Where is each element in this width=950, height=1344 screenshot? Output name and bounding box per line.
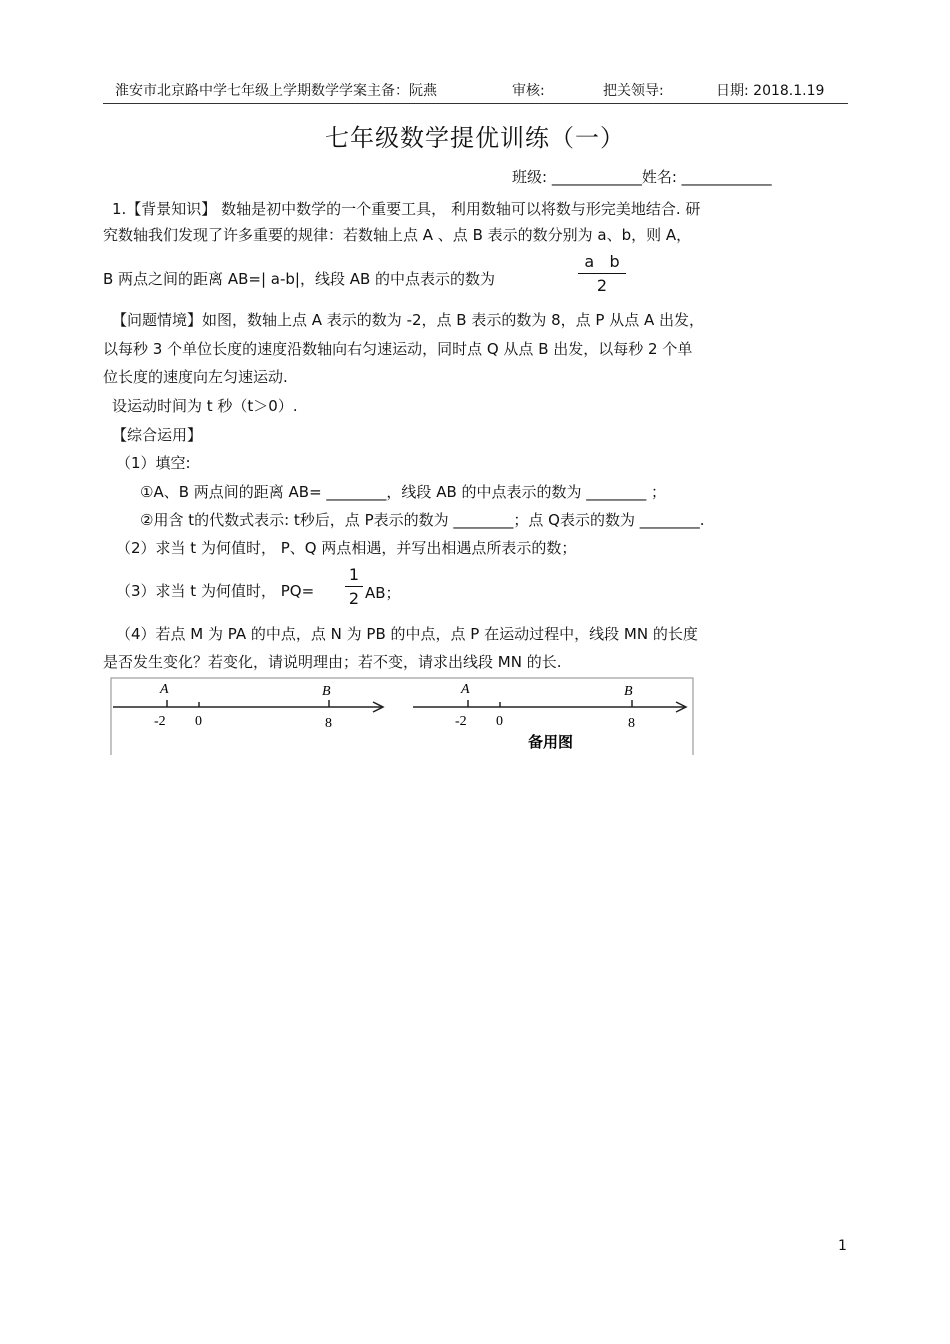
problem-situation-2: 以每秒 3 个单位长度的速度沿数轴向右匀速运动，同时点 Q 从点 B 出发，以每秒 2 个单 — [103, 340, 693, 358]
subquestion-1a: ①A、B 两点间的距离 AB= ________，线段 AB 的中点表示的数为 ________ ； — [140, 483, 667, 501]
label-a: A — [160, 682, 169, 697]
page-title: 七年级数学提优训练（一） — [325, 124, 625, 152]
header-review: 审核: — [512, 83, 545, 99]
header-leader: 把关领导: — [603, 83, 664, 99]
label-b: B — [322, 684, 331, 699]
section-application: 【综合运用】 — [112, 426, 203, 444]
half-fraction — [345, 565, 363, 608]
q1-line-1: 1.【背景知识】 数轴是初中数学的一个重要工具， 利用数轴可以将数与形完美地结合. 研 — [112, 200, 701, 218]
tick-label-b: 8 — [325, 716, 332, 731]
tick-label-a: -2 — [455, 714, 467, 729]
subquestion-3: （3）求当 t 为何值时， PQ= — [116, 582, 315, 600]
subquestion-4a: （4）若点 M 为 PA 的中点，点 N 为 PB 的中点，点 P 在运动过程中，线段 MN 的长度 — [116, 625, 698, 643]
subquestion-4b: 是否发生变化？若变化，请说明理由；若不变，请求出线段 MN 的长. — [103, 653, 562, 671]
subquestion-1b: ②用含 t的代数式表示: t秒后，点 P表示的数为 ________；点 Q表示的数为 ________. — [140, 511, 705, 529]
q1-line-3: B 两点之间的距离 AB=| a-b|，线段 AB 的中点表示的数为 — [103, 270, 496, 288]
tick-label-a: -2 — [154, 714, 166, 729]
backup-caption: 备用图 — [528, 733, 574, 751]
q1-line-2: 究数轴我们发现了许多重要的规律：若数轴上点 A 、点 B 表示的数分别为 a、b，则 A， — [103, 226, 692, 244]
tick-label-b: 8 — [628, 716, 635, 731]
number-line-backup — [413, 682, 686, 751]
label-b: B — [624, 684, 633, 699]
problem-situation-1: 【问题情境】如图，数轴上点 A 表示的数为 -2，点 B 表示的数为 8，点 P 从点 A 出发， — [112, 311, 705, 329]
header-rule — [103, 103, 848, 104]
half-bar — [345, 586, 363, 587]
midpoint-fraction — [578, 252, 626, 295]
class-name-line: 班级: ____________姓名: ____________ — [512, 168, 772, 186]
number-line-main — [113, 682, 383, 731]
tick-label-zero: 0 — [195, 714, 202, 729]
label-a: A — [461, 682, 470, 697]
tick-label-zero: 0 — [496, 714, 503, 729]
half-numerator: 1 — [348, 565, 360, 584]
header-school: 淮安市北京路中学七年级上学期数学学案主备：阮燕 — [115, 83, 437, 99]
fraction-bar — [578, 273, 626, 274]
number-line-figure — [110, 677, 695, 755]
half-denominator: 2 — [348, 589, 360, 608]
fraction-numerator: a b — [584, 252, 620, 271]
page-number: 1 — [838, 1238, 847, 1254]
header-date: 日期: 2018.1.19 — [716, 83, 825, 99]
fraction-denominator: 2 — [596, 276, 608, 295]
subquestion-2: （2）求当 t 为何值时， P、Q 两点相遇，并写出相遇点所表示的数； — [116, 539, 577, 557]
problem-situation-3: 位长度的速度向左匀速运动. — [103, 368, 288, 386]
time-definition: 设运动时间为 t 秒（t＞0）. — [112, 397, 298, 415]
subquestion-3-tail: AB； — [365, 584, 401, 602]
subquestion-1: （1）填空: — [116, 454, 191, 472]
